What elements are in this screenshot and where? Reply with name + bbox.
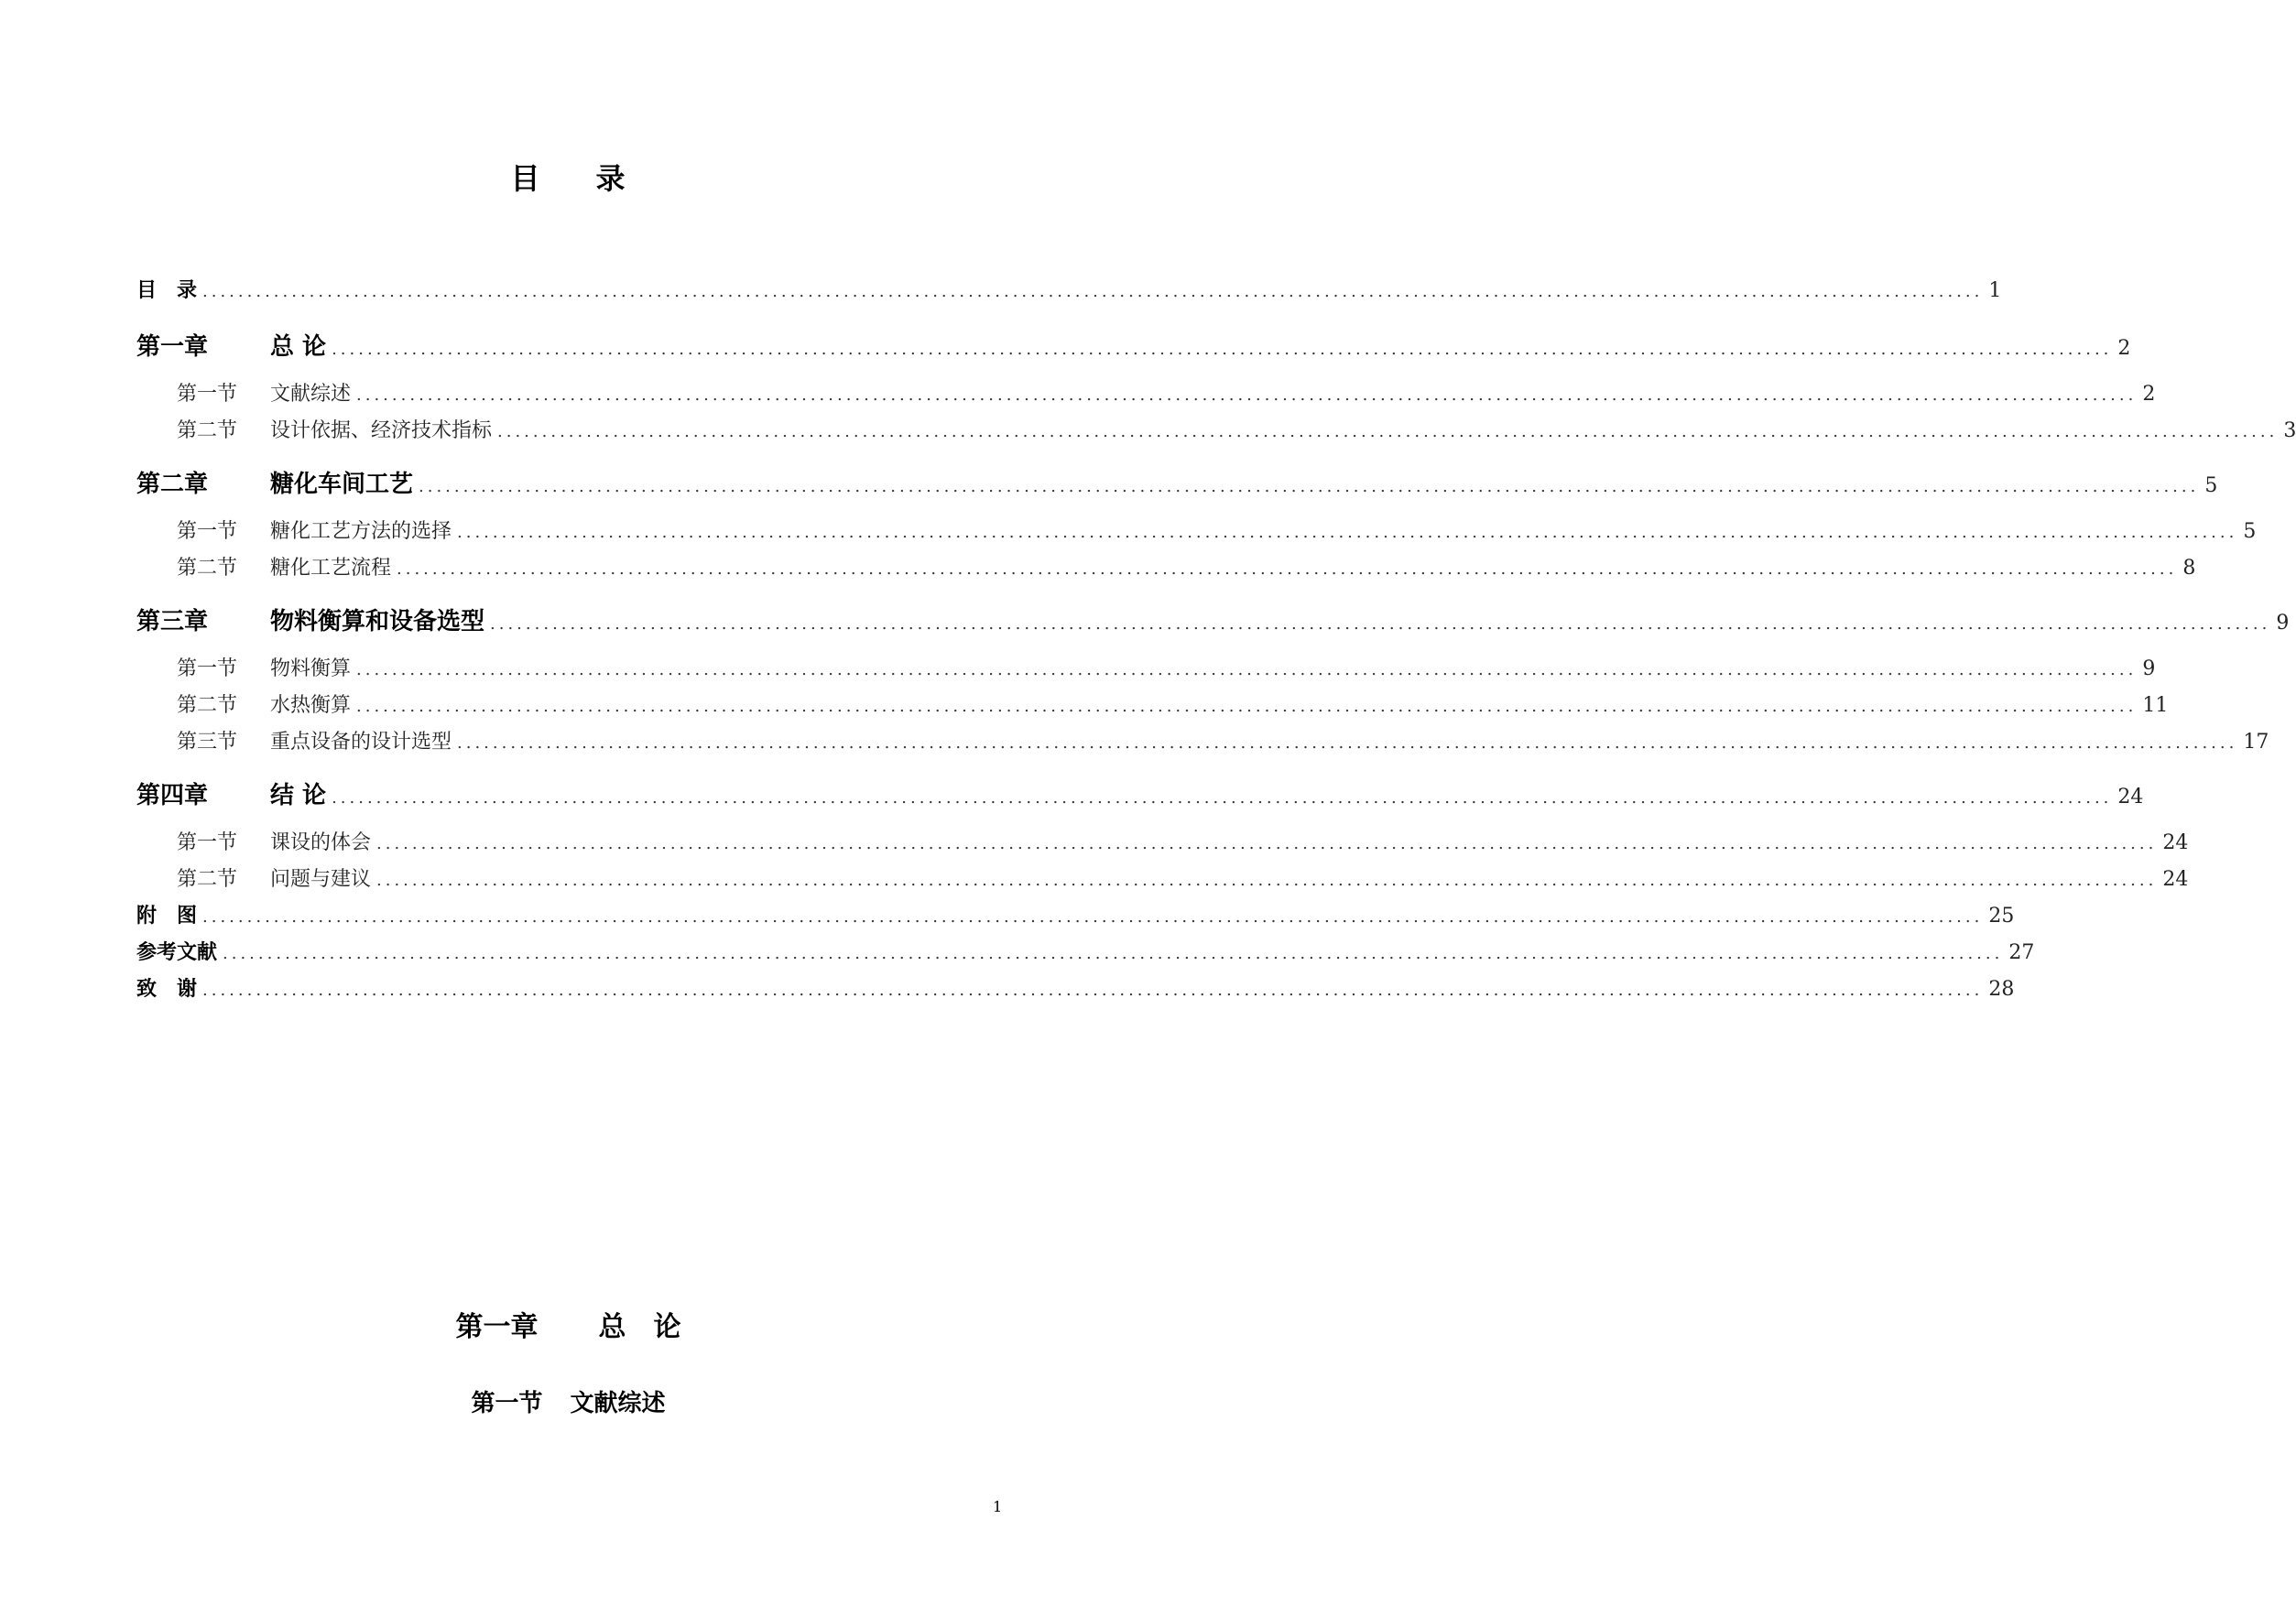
toc-entry-number: 第二节: [177, 419, 238, 442]
toc-entry-label: [136, 602, 484, 636]
toc-dot-leader: ........................................................................................................................................................................................................: [223, 944, 2004, 963]
toc-entry-chapter[interactable]: [136, 776, 2144, 809]
toc-entry-number: 第三章: [136, 608, 209, 635]
toc-entry-number: 第三节: [177, 731, 238, 754]
toc-dot-leader: ........................................................................................................................................................................................................: [202, 282, 1984, 301]
toc-entry-text: 糖化工艺流程: [270, 557, 392, 580]
toc-entry-misc[interactable]: [136, 275, 2002, 308]
toc-entry-text: 问题与建议: [270, 868, 372, 891]
toc-entry-section[interactable]: [136, 653, 2156, 686]
toc-entry-number: 第二节: [177, 557, 238, 580]
toc-entry-number: 第一节: [177, 520, 238, 543]
toc-entry-section[interactable]: [136, 726, 2269, 759]
toc-entry-page: 24: [2162, 868, 2189, 891]
toc-entry-label: [136, 328, 326, 362]
toc-entry-label: [177, 827, 371, 855]
toc-entry-section[interactable]: [136, 863, 2189, 896]
toc-entry-text: 糖化车间工艺: [270, 471, 414, 498]
toc-entry-text: 物料衡算和设备选型: [270, 608, 485, 635]
section-heading: [0, 1384, 1137, 1418]
toc-dot-leader: ........................................................................................................................................................................................................: [332, 340, 2113, 359]
toc-entry-misc[interactable]: [136, 973, 2015, 1006]
toc-entry-section[interactable]: [136, 415, 2296, 448]
toc-entry-label: [177, 378, 351, 407]
toc-dot-leader: ........................................................................................................................................................................................................: [457, 523, 2238, 542]
toc-entry-label: [177, 726, 452, 754]
toc-entry-text: 课设的体会: [270, 831, 372, 854]
toc-entry-text: 物料衡算: [270, 657, 352, 680]
toc-dot-leader: ........................................................................................................................................................................................................: [376, 871, 2158, 890]
toc-entry-label: [136, 937, 217, 965]
toc-entry-section[interactable]: [136, 552, 2196, 585]
toc-entry-page: 2: [2142, 383, 2156, 406]
toc-entry-misc[interactable]: [136, 937, 2035, 970]
section-heading-title: 文献综述: [570, 1390, 666, 1417]
toc-entry-misc[interactable]: [136, 900, 2015, 933]
toc-entry-label: [136, 776, 326, 810]
toc-entry-label: [136, 275, 197, 303]
toc-entry-page: 24: [2162, 831, 2189, 854]
toc-entry-text: 设计依据、经济技术指标: [270, 419, 493, 442]
toc-title-part1: 目: [510, 161, 541, 196]
toc-entry-number: 第二节: [177, 694, 238, 717]
toc-entry-page: 27: [2008, 941, 2035, 964]
chapter-heading: [0, 1304, 1137, 1344]
toc-entry-page: 5: [2243, 520, 2257, 543]
toc-entry-page: 9: [2276, 612, 2290, 635]
toc-dot-leader: ........................................................................................................................................................................................................: [419, 477, 2200, 496]
toc-entry-page: 24: [2117, 786, 2144, 808]
toc-entry-page: 8: [2182, 557, 2196, 580]
toc-entry-text: 文献综述: [270, 383, 352, 406]
toc-entry-label: [136, 465, 413, 499]
toc-title-part2: 录: [595, 161, 626, 196]
toc-dot-leader: ........................................................................................................................................................................................................: [490, 614, 2271, 634]
toc-entry-text: 参考文献: [136, 941, 218, 964]
toc-entry-label: [177, 415, 492, 443]
chapter-heading-title: 总 论: [598, 1311, 681, 1343]
toc-entry-text: 结 论: [270, 782, 327, 809]
toc-entry-number: 第一节: [177, 831, 238, 854]
toc-entry-label: [177, 653, 351, 681]
toc-dot-leader: ........................................................................................................................................................................................................: [356, 660, 2138, 679]
toc-entry-number: 第二节: [177, 868, 238, 891]
toc-entry-label: [136, 900, 197, 928]
toc-dot-leader: ........................................................................................................................................................................................................: [397, 559, 2178, 579]
toc-entry-section[interactable]: [136, 689, 2169, 722]
toc-entry-label: [177, 515, 452, 544]
toc-dot-leader: ........................................................................................................................................................................................................: [202, 981, 1984, 1000]
toc-title: [0, 156, 1137, 198]
toc-entry-number: 第一节: [177, 657, 238, 680]
toc-entry-page: 25: [1988, 905, 2015, 928]
toc-entry-text: 重点设备的设计选型: [270, 731, 452, 754]
toc-entry-chapter[interactable]: [136, 328, 2131, 361]
toc-entry-page: 5: [2204, 474, 2218, 497]
toc-entry-page: 17: [2243, 731, 2269, 754]
page-number: 1: [993, 1498, 1003, 1515]
toc-entry-number: 第一节: [177, 383, 238, 406]
toc-entry-text: 水热衡算: [270, 694, 352, 717]
section-heading-number: 第一节: [471, 1390, 543, 1417]
toc-dot-leader: ........................................................................................................................................................................................................: [202, 907, 1984, 927]
toc-entry-text: 总 论: [270, 333, 327, 361]
toc-entry-page: 28: [1988, 978, 2015, 1001]
toc-dot-leader: ........................................................................................................................................................................................................: [356, 385, 2138, 405]
toc-entry-chapter[interactable]: [136, 602, 2290, 635]
toc-entry-number: 第四章: [136, 782, 209, 809]
toc-entry-text: 附 图: [136, 905, 198, 928]
toc-dot-leader: ........................................................................................................................................................................................................: [497, 422, 2279, 441]
toc-dot-leader: ........................................................................................................................................................................................................: [376, 834, 2158, 853]
toc-entry-page: 2: [2117, 337, 2131, 360]
toc-entry-page: 11: [2142, 694, 2169, 717]
toc-entry-section[interactable]: [136, 378, 2156, 411]
toc-entry-number: 第一章: [136, 333, 209, 361]
toc-entry-text: 致 谢: [136, 978, 198, 1001]
toc-entry-section[interactable]: [136, 515, 2257, 548]
toc-entry-label: [177, 863, 371, 892]
toc-entry-page: 1: [1988, 279, 2002, 302]
toc-entry-page: 9: [2142, 657, 2156, 680]
toc-entry-chapter[interactable]: [136, 465, 2218, 498]
toc-entry-page: 3: [2283, 419, 2296, 442]
toc-entry-number: 第二章: [136, 471, 209, 498]
toc-entry-label: [136, 973, 197, 1002]
toc-dot-leader: ........................................................................................................................................................................................................: [356, 697, 2138, 716]
chapter-heading-number: 第一章: [455, 1311, 539, 1343]
toc-dot-leader: ........................................................................................................................................................................................................: [457, 733, 2238, 753]
toc-dot-leader: ........................................................................................................................................................................................................: [332, 788, 2113, 808]
toc-entry-text: 糖化工艺方法的选择: [270, 520, 452, 543]
toc-entry-label: [177, 552, 391, 581]
toc-entry-label: [177, 689, 351, 718]
toc-entry-section[interactable]: [136, 827, 2189, 860]
toc-entry-text: 目 录: [136, 279, 198, 302]
